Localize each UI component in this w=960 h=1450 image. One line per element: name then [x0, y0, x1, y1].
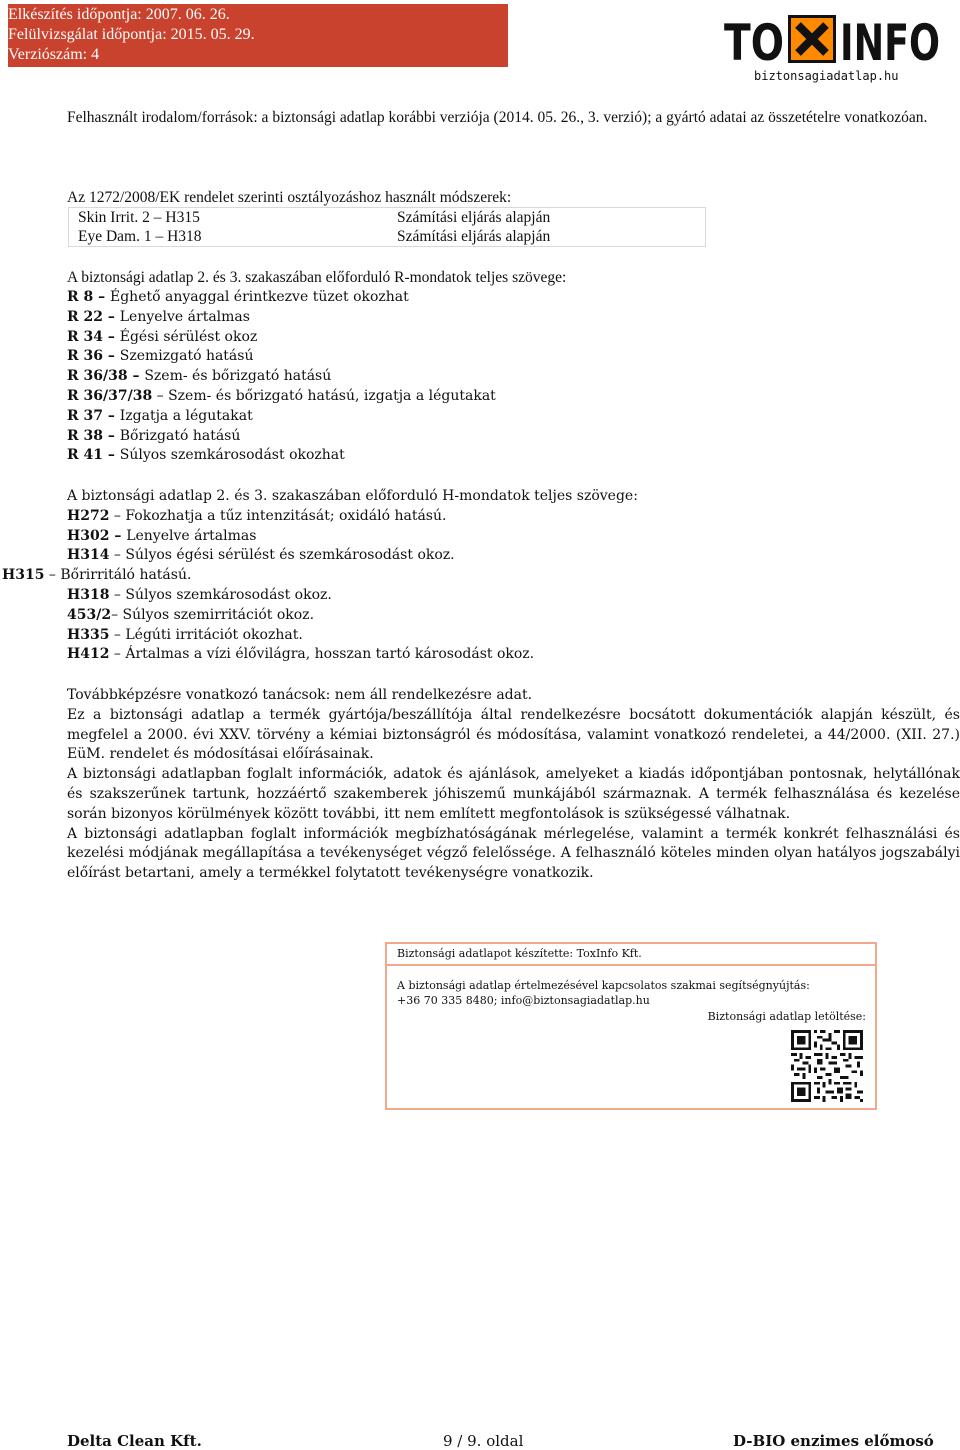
contact-box [385, 942, 877, 1110]
classification-row [69, 227, 705, 246]
version-number: Verziószám: 4 [8, 46, 100, 63]
h-phrase: H315 – Bőrirritáló hatású. [2, 567, 192, 584]
r-phrase: R 36/37/38 – Szem- és bőrizgató hatású, izgatja a légutakat [67, 387, 496, 404]
h-phrases-heading: A biztonsági adatlap 2. és 3. szakaszában előforduló H-mondatok teljes szövege: [67, 488, 638, 504]
logo-url: biztonsagiadatlap.hu [754, 69, 899, 83]
created-date: Elkészítés időpontja: 2007. 06. 26. [8, 6, 230, 23]
footer-company: Delta Clean Kft. [67, 1432, 202, 1450]
r-phrases-section [67, 268, 960, 466]
logo-text-info: INFO [840, 14, 940, 70]
training-advice: Továbbképzésre vonatkozó tanácsok: nem áll rendelkezésre adat. [67, 687, 533, 703]
disclaimer-paragraph: A biztonsági adatlapban foglalt információk, adatok és ajánlások, amelyeket a kiadás időpontjában pontosnak, helytállónak és szakszerűnek tartunk, hozzáértő szakemberek jóhiszemű munkájából származnak. A termék felhasználása és kezelése során bizonyos körülmények között további, itt nem említett megfontolások is szükségessé válhatnak. [67, 766, 960, 822]
qr-code-icon[interactable] [791, 1030, 863, 1102]
footer-page-number: 9 / 9. oldal [443, 1432, 524, 1450]
r-phrase: R 36/38 – Szem- és bőrizgató hatású [67, 368, 332, 385]
sources-paragraph: Felhasznált irodalom/források: a biztonsági adatlap korábbi verziója (2014. 05. 26., 3. verzió); a gyártó adatai az összetételre vonatkozóan. [67, 109, 928, 126]
hazard-cross-icon [788, 15, 836, 63]
logo-text-to: TO [724, 14, 784, 70]
h-phrase: H412 – Ártalmas a vízi élővilágra, hosszan tartó károsodást okoz. [67, 646, 535, 663]
r-phrase: R 38 – Bőrizgató hatású [67, 427, 241, 444]
download-label: Biztonsági adatlap letöltése: [707, 1010, 866, 1023]
h-phrase: 453/2– Súlyos szemirritációt okoz. [67, 606, 315, 623]
responsibility-paragraph: A biztonsági adatlapban foglalt információk megbízhatóságának mérlegelése, valamint a termék konkrét felhasználási és kezelési módjának megállapítása a tevékenységet végző felelőssége. A felhasználó köteles minden olyan hatályos jogszabályi előírást betartani, amely a termékkel folytatott tevékenységre vonatkozik. [67, 825, 960, 882]
r-phrase: R 34 – Égési sérülést okoz [67, 328, 258, 345]
h-phrase: H314 – Súlyos égési sérülést és szemkárosodást okoz. [67, 547, 455, 564]
revised-date: Felülvizsgálat időpontja: 2015. 05. 29. [8, 26, 255, 43]
r-phrase: R 36 – Szemizgató hatású [67, 348, 254, 365]
hazard-class: Eye Dam. 1 – H318 [78, 228, 202, 245]
classification-method: Számítási eljárás alapján [397, 228, 551, 245]
document-dates-block [8, 4, 508, 67]
r-phrase: R 41 – Súlyos szemkárosodást okozhat [67, 447, 345, 464]
legal-notes [67, 686, 960, 884]
contact-box-divider [387, 964, 875, 966]
compliance-paragraph: Ez a biztonsági adatlap a termék gyártója/beszállítója által rendelkezésre bocsátott dokumentációk alapján készült, és megfelel a 2000. évi XXV. törvény a kémiai biztonságról és módosítása, valamint vonatkozó rendeletei, a 44/2000. (XII. 27.) EüM. rendelet és módosításai előírásainak. [67, 706, 960, 763]
classification-method: Számítási eljárás alapján [397, 209, 551, 226]
toxinfo-logo [724, 10, 944, 70]
h-phrase: H272 – Fokozhatja a tűz intenzitását; oxidáló hatású. [67, 507, 447, 524]
h-phrase: H302 – Lenyelve ártalmas [67, 527, 257, 544]
support-contacts: +36 70 335 8480; info@biztonsagiadatlap.hu [397, 994, 650, 1007]
r-phrases-heading: A biztonsági adatlap 2. és 3. szakaszában előforduló R-mondatok teljes szövege: [67, 269, 567, 286]
support-heading: A biztonsági adatlap értelmezésével kapcsolatos szakmai segítségnyújtás: [397, 979, 810, 992]
r-phrase: R 37 – Izgatja a légutakat [67, 407, 253, 424]
r-phrase: R 8 – Éghető anyaggal érintkezve tüzet okozhat [67, 289, 409, 305]
hazard-class: Skin Irrit. 2 – H315 [78, 209, 200, 226]
classification-row [69, 208, 705, 227]
classification-heading: Az 1272/2008/EK rendelet szerinti osztályozáshoz használt módszerek: [67, 189, 512, 206]
r-phrase: R 22 – Lenyelve ártalmas [67, 308, 250, 325]
h-phrase: H335 – Légúti irritációt okozhat. [67, 626, 303, 643]
h-phrases-section [2, 487, 960, 665]
h-phrase: H318 – Súlyos szemkárosodást okoz. [67, 586, 332, 603]
footer-product: D-BIO enzimes előmosó [733, 1432, 934, 1450]
prepared-by: Biztonsági adatlapot készítette: ToxInfo Kft. [397, 947, 642, 960]
classification-table [68, 207, 706, 247]
